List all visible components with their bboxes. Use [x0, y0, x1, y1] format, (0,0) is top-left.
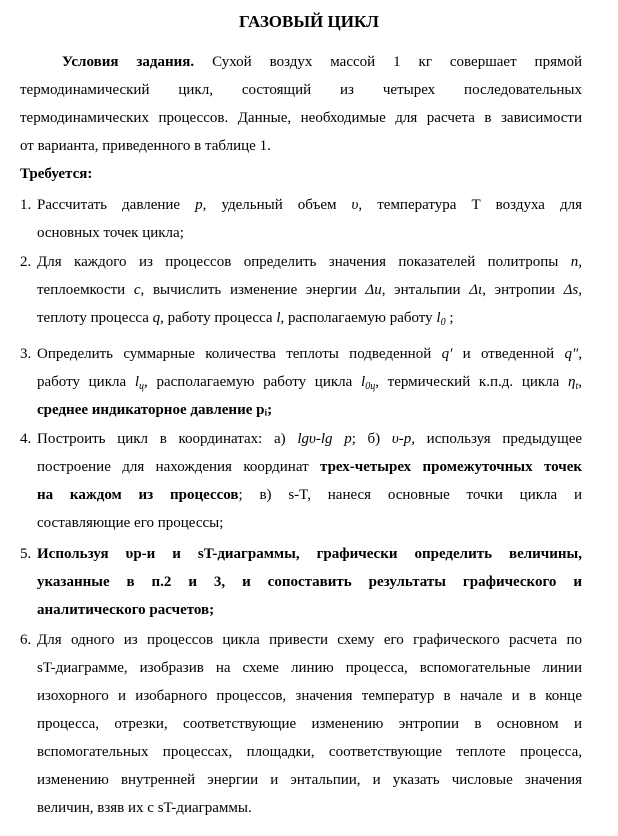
item-5-line-3: аналитического расчетов; — [37, 602, 215, 618]
item-4-line-4: составляющие его процессы; — [37, 515, 224, 531]
item-4-line-1: Построить цикл в координатах: а) lgυ-lg p; б) υ-р, используя предыдущее — [37, 431, 582, 447]
item-1-line-2: основных точек цикла; — [37, 225, 184, 241]
conditions-line-2: термодинамический цикл, состоящий из четырех последовательных — [20, 82, 582, 98]
item-5-number: 5. — [20, 546, 32, 562]
item-3-line-2: работу цикла $l_ц$, располагаемую работу цикла $l_{0ц}$, термический к.п.д. цикла $\eta_t$, — [37, 374, 582, 392]
required-heading: Требуется: — [20, 166, 93, 182]
item-4-line-2: построение для нахождения координат трех-четырех промежуточных точек — [37, 459, 582, 475]
item-6-line-6: изменению внутренней энергии и энтальпии, и указать числовые значения — [37, 772, 582, 788]
item-3-line-3: среднее индикаторное давление pᵢ; — [37, 402, 273, 418]
item-6-number: 6. — [20, 632, 32, 648]
item-2-line-1: Для каждого из процессов определить значения показателей политропы n, — [37, 254, 582, 270]
item-5-line-1: Используя υр-и и sT-диаграммы, графически определить величины, — [37, 546, 582, 562]
item-6-line-7: величин, взяв их с sT-диаграммы. — [37, 800, 252, 816]
item-3-number: 3. — [20, 346, 32, 362]
item-4-number: 4. — [20, 431, 32, 447]
conditions-label: Условия задания. — [62, 54, 195, 70]
item-6-line-3: изохорного и изобарного процессов, значения температур в начале и в конце — [37, 688, 582, 704]
item-2-line-2: теплоемкости с, вычислить изменение энергии Δu, энтальпии Δι, энтропии Δs, — [37, 282, 582, 298]
item-6-line-4: процесса, отрезки, соответствующие изменению энтропии в основном и — [37, 716, 582, 732]
item-6-line-5: вспомогательных процессах, площадки, соответствующие теплоте процесса, — [37, 744, 582, 760]
conditions-line-3: термодинамических процессов. Данные, необходимые для расчета в зависимости — [20, 110, 582, 126]
item-6-line-1: Для одного из процессов цикла привести схему его графического расчета по — [37, 632, 582, 648]
item-1-number: 1. — [20, 197, 32, 213]
conditions-line-1: Условия задания. Сухой воздух массой 1 кг совершает прямой — [62, 54, 582, 70]
item-5-line-2: указанные в п.2 и 3, и сопоставить результаты графического и — [37, 574, 582, 590]
item-6-line-2: sT-диаграмме, изобразив на схеме линию процесса, вспомогательные линии — [37, 660, 582, 676]
page-title: ГАЗОВЫЙ ЦИКЛ — [239, 12, 379, 31]
item-2-line-3: теплоту процесса q, работу процесса l, располагаемую работу $l_0$ ; — [37, 310, 454, 328]
item-2-number: 2. — [20, 254, 32, 270]
item-3-line-1: Определить суммарные количества теплоты подведенной q′ и отведенной q″, — [37, 346, 582, 362]
conditions-line-4: от варианта, приведенного в таблице 1. — [20, 138, 271, 154]
item-1-line-1: Рассчитать давление p, удельный объем υ, температура Т воздуха для — [37, 197, 582, 213]
item-4-line-3: на каждом из процессов; в) s-T, нанеся основные точки цикла и — [37, 487, 582, 503]
